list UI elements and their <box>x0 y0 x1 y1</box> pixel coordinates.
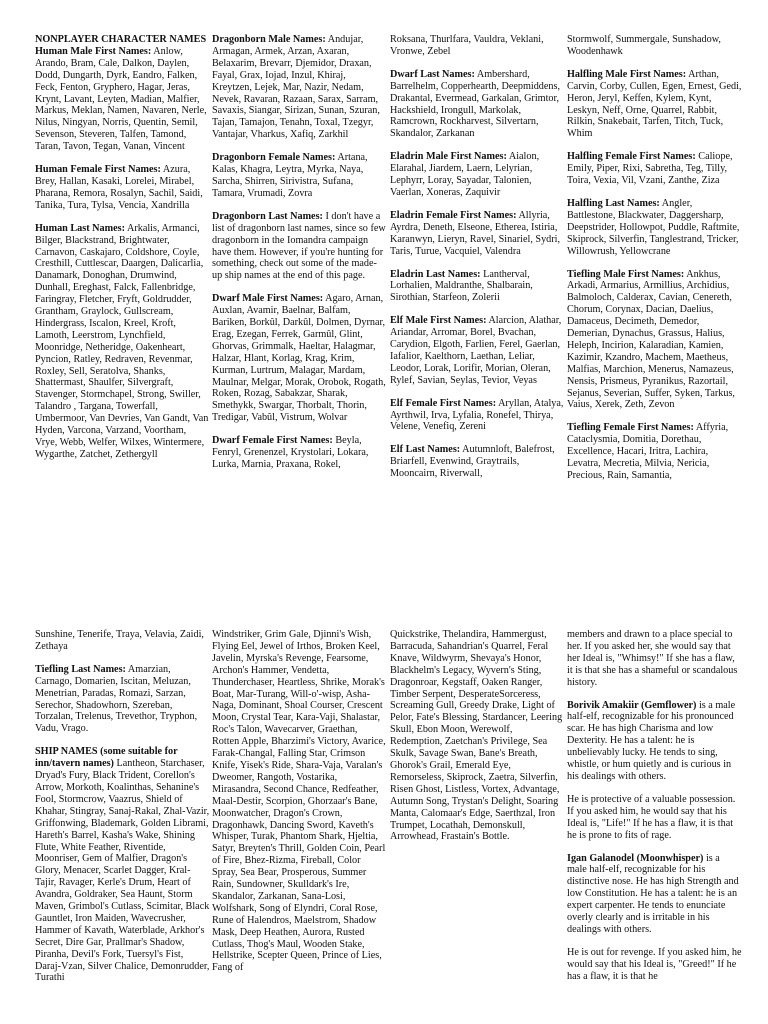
npc-igan-details: He is out for revenge. If you asked him, he would say that his Ideal is, "Greed!" If he has a flaw, it is that he <box>567 946 742 982</box>
continued-text: Sunshine, Tenerife, Traya, Velavia, Zaidi, Zethaya <box>35 629 204 652</box>
entry-halfling-male-first: Halfling Male First Names: Arthan, Carvin, Corby, Cullen, Egen, Ernest, Gedi, Heron, Jeryl, Keffen, Kylem, Kynt, Leskyn, Neff, Orne, Quarrel, Rabbit, Rilkin, Snakebait, Tarfen, Titch, Tuck, Whim <box>567 68 742 140</box>
top-column-3 <box>390 34 565 491</box>
entry-elf-female-first: Elf Female First Names: Aryllan, Atalya, Ayrthwil, Irva, Lyfalia, Ronefel, Thirya, Velene, Venefiq, Zereni <box>390 397 564 433</box>
entry-tiefling-last: Tiefling Last Names: Amarzian, Carnago, Domarien, Iscitan, Meluzan, Menetrian, Paradas, Romazi, Sarzan, Serechor, Shadowhorn, Szereban, Torzalan, Trelenus, Trevethor, Tryphon, Vadu, Vrago. <box>35 663 198 735</box>
top-column-4 <box>567 34 742 493</box>
entry-eladrin-male-first: Eladrin Male First Names: Aialon, Elarahal, Jiardem, Laern, Lelyrian, Lephyrr, Loray, Sayadar, Talonien, Vaerlan, Xoneras, Zaquivir <box>390 151 540 198</box>
entry-eladrin-female-first: Eladrin Female First Names: Allyria, Ayrdra, Deneth, Elseone, Etherea, Istiria, Karanwyn, Lieryn, Ravel, Sinariel, Sydri, Taris, Turue, Vacquiel, Valendra <box>390 209 561 257</box>
ship-names-continued: Quickstrike, Thelandira, Hammergust, Barracuda, Sahandrian's Quarrel, Feral Knave, Wildwyrm, Shevaya's Honor, Blackhelm's Legacy, Wyvern's Sting, Dragonroar, Kegstaff, Oaken Ranger, Timber Serpent, DesperateSorceress, Screaming Gull, Greedy Drake, Light of Pelor, Fate's Blessing, Stardancer, Leering Skull, Ebon Moon, Werewolf, Redemption, Zaetchan's Privilege, Sea Skulk, Savage Swan, Bane's Breath, Ghorok's Grail, Emerald Eye, Remorseless, Skiprock, Zaetra, Silverfin, Risen Ghost, Listless, Vortex, Advantage, Autumn Song, Trystan's Delight, Soaring Manta, Calomaar's Edge, Saerthzal, Iron Trumpet, Locathah, Demonskull, Arrowhead, Frastain's Bottle. <box>390 629 563 843</box>
top-column-2 <box>212 34 387 482</box>
entry-human-male-first: Human Male First Names: Anlow, Arando, Bram, Cale, Dalkon, Daylen, Dodd, Dungarth, Dyrk, Eandro, Falken, Feck, Fenton, Gryphero, Hagar, Jeras, Krynt, Lavant, Leyten, Madian, Malfier, Markus, Meklan, Namen, Navaren, Nerle, Nilus, Ningyan, Norris, Quentin, Semil, Sevenson, Steveren, Talfen, Tamond, Taran, Tavon, Tegan, Vanan, Vincent <box>35 45 207 153</box>
ship-names-continued: Windstriker, Grim Gale, Djinni's Wish, Flying Eel, Jewel of Irthos, Broken Keel, Javelin, Myrska's Revenge, Fearsome, Archon's Hammer, Vendetta, Thunderchaser, Heartless, Shrike, Morak's Boat, Mar-Turang, Will-o'-wisp, Asha-Naga, Dominant, Shoal Courser, Crescent Moon, Crystal Tear, Kara-Vaji, Shalastar, Roc's Talon, Wavecarver, Graethan, Rotten Apple, Bharzimi's Victory, Avarice, Farak-Changal, Falling Star, Crimson Knife, Yisek's Ride, Shara-Vaja, Varalan's Dweomer, Rangoth, Vostarika, Mirasandra, Second Chance, Redfeather, Maal-Destir, Scorpion, Ghorzaar's Bane, Moonwatcher, Dragon's Crown, Dragonhawk, Dancing Sword, Kaveth's Whisper, Turak, Phantom Shark, Hjeltia, Satyr, Breyten's Thrill, Golden Coin, Pearl of Fire, Bhez-Rizma, Fireball, Color Spray, Sea Bear, Prosperous, Summer Rain, Sundowner, Skulldark's Ire, Skandalor, Zarkanan, Sana-Losi, Wolfshark, Song of Elyndri, Coral Rose, Rune of Halendros, Maelstrom, Shadow Mask, Deep Heathen, Aurora, Rusted Cutlass, Thog's Maul, Wooden Stake, Hellstrike, Scepter Queen, Prince of Lies, Fang of <box>212 629 386 974</box>
entry-tiefling-male-first: Tiefling Male First Names: Ankhus, Arkadi, Armarius, Armillius, Archidius, Balmoloch, Calderax, Cavian, Cenereth, Chorum, Corynax, Dacian, Daelius, Damaceus, Decimeth, Demedor, Demerian, Dynachus, Grassus, Halius, Heleph, Incirion, Kalaradian, Kamien, Kazimir, Kzandro, Machem, Maetheus, Malfias, Marchion, Menerus, Namazeus, Nensis, Prismeus, Pyranikus, Razortail, Sejanus, Severian, Suffer, Syken, Tarkus, Vaius, Xerek, Zeth, Zevon <box>567 268 735 411</box>
entry-human-last: Human Last Names: Arkalis, Armanci, Bilger, Blackstrand, Brightwater, Carnavon, Caskajaro, Coldshore, Coyle, Cresthill, Cuttlescar, Daargen, Dalicarlia, Danamark, Donoghan, Drumwind, Dunhall, Ereghast, Falck, Fallenbridge, Faringray, Fletcher, Fryft, Goldrudder, Grantham, Graylock, Gullscream, Hindergrass, Iscalon, Kreel, Kroft, Lamoth, Leerstrom, Lynchfield, Moonridge, Netheridge, Oakenheart, Pyncion, Ratley, Redraven, Revenmar, Roxley, Sell, Seratolva, Shanks, Shattermast, Shaulfer, Silvergraft, Stavenger, Stormchapel, Strong, Swiller, Talandro , Targana, Towerfall, Umbermoor, Van Devries, Van Gandt, Van Hyden, Varcona, Varzand, Voortham, Vrye, Webb, Welfer, Wilxes, Wintermere, Wygarthe, Zatchet, Zethergyll <box>35 222 209 460</box>
entry-eladrin-last: Eladrin Last Names: Lantherval, Lorhalien, Maldranthe, Shalbarain, Sirothian, Starfeon, Zolerii <box>390 268 533 304</box>
bottom-column-2 <box>212 629 387 985</box>
entry-halfling-female-first: Halfling Female First Names: Caliope, Emily, Piper, Rixi, Sabretha, Teg, Tilly, Toira, Vexia, Vil, Vzani, Zanthe, Ziza <box>567 151 733 187</box>
top-page-section <box>0 34 768 594</box>
entry-dragonborn-female: Dragonborn Female Names: Artana, Kalas, Khagra, Leytra, Myrka, Naya, Sarcha, Shirren, Sirivistra, Sufana, Tamara, Vrumadi, Zovra <box>212 152 368 199</box>
entry-elf-male-first: Elf Male First Names: Alarcion, Alathar, Ariandar, Arromar, Borel, Bvachan, Carydion, Elgoth, Farlien, Ferel, Gaerlan, Iafalior, Kaelthorn, Laethan, Leliar, Leodor, Lorak, Lorifir, Morian, Oleran, Rylef, Savian, Seylas, Tevior, Veyas <box>390 315 562 386</box>
bottom-page-section <box>0 629 768 1024</box>
npc-borivik: Borivik Amakiir (Gemflower) is a male half-elf, recognizable for his pronounced scar. He has high Charisma and low Dexterity. He has a talent: he is unbelievably lucky. He tends to sing, whistle, or hum quietly and is curious in his dealings with others. <box>567 699 736 782</box>
bottom-column-4 <box>567 629 742 994</box>
continued-text: Stormwolf, Summergale, Sunshadow, Woodenhawk <box>567 34 721 57</box>
entry-human-female-first: Human Female First Names: Azura, Brey, Hallan, Kasaki, Lorelei, Mirabel, Pharana, Remora, Rosalyn, Sachil, Saidi, Tanika, Tura, Tylsa, Vencia, Xandrilla <box>35 164 203 211</box>
continued-text: Roksana, Thurlfara, Vauldra, Veklani, Vronwe, Zebel <box>390 34 544 57</box>
top-column-1 <box>35 34 210 472</box>
npc-igan: Igan Galanodel (Moonwhisper) is a male half-elf, recognizable for his distinctive nose. He has high Strength and low Constitution. He has a talent: he is an expert carpenter. He tends to enunciate overly clearly and is irritable in his dealings with others. <box>567 852 739 935</box>
page-title: NONPLAYER CHARACTER NAMES <box>35 34 207 45</box>
entry-halfling-last: Halfling Last Names: Angler, Battlestone, Blackwater, Daggersharp, Deepstrider, Hollowpot, Puddle, Raftmite, Skiprock, Silverfin, Tanglestrand, Tricker, Willowrush, Yellowcrane <box>567 197 740 257</box>
entry-dragonborn-male: Dragonborn Male Names: Andujar, Armagan, Armek, Arzan, Axaran, Belaxarim, Brevarr, Djemidor, Draxan, Fayal, Grax, Iojad, Inzul, Khiraj, Kreytzen, Lejek, Mar, Nazir, Nedam, Nevek, Ravaran, Razaan, Sarax, Sarram, Savaxis, Siangar, Sirizan, Sunan, Szuran, Tajan, Tamajon, Tenahn, Toxal, Tzegyr, Vantajar, Vharkus, Xafiq, Zarkhil <box>212 34 380 141</box>
entry-tiefling-female-first: Tiefling Female First Names: Affyria, Cataclysmia, Domitia, Dorethau, Excellence, Hacari, Iritra, Lachira, Levatra, Mecretia, Milvia, Nericia, Precious, Rain, Samantia, <box>567 422 729 481</box>
entry-elf-last: Elf Last Names: Autumnloft, Balefrost, Briarfell, Evenwind, Graytrails, Mooncairn, Riverwall, <box>390 444 555 480</box>
entry-dwarf-last: Dwarf Last Names: Ambershard, Barrelhelm, Copperhearth, Deepmiddens, Drakantal, Evermead, Garkalan, Grimtor, Hackshield, Irongull, Markolak, Ramcrown, Rockharvest, Silvertarn, Skandalor, Zarkanan <box>390 68 561 140</box>
entry-dragonborn-last: Dragonborn Last Names: I don't have a list of dragonborn last names, since so few dragonborn in the Iomandra campaign have them. However, if you're hunting for something, check out some of the made-up ship names at the end of this page. <box>212 210 386 282</box>
continued-text: members and drawn to a place special to her. If you asked her, she would say that her Ideal is, "Whimsy!" If she has a flaw, it is that she has a shameful or scandalous history. <box>567 629 738 688</box>
entry-dwarf-male-first: Dwarf Male First Names: Agaro, Arnan, Auxlan, Avamir, Baelnar, Balfam, Bariken, Borkûl, Darkûl, Dolmen, Dyrnar, Erag, Ezegan, Ferrek, Garmûl, Glint, Ghorvas, Grimmalk, Haeltar, Halagmar, Halzar, Hlant, Korlag, Krag, Krim, Kurman, Lurtrum, Malagar, Mardam, Maulnar, Melgar, Morak, Orobok, Rogath, Roken, Rozag, Sabakzar, Sharak, Smethykk, Swargar, Thorbalt, Thorin, Tredigar, Vabûl, Vistrum, Wolvar <box>212 293 386 424</box>
npc-borivik-details: He is protective of a valuable possession. If you asked him, he would say that his Ideal is, "Life!" If he has a flaw, it is that he is prone to fits of rage. <box>567 793 736 841</box>
bottom-column-1 <box>35 629 210 995</box>
entry-dwarf-female-first: Dwarf Female First Names: Beyla, Fenryl, Grenenzel, Krystolari, Lokara, Lurka, Marnia, Praxana, Rokel, <box>212 435 369 470</box>
entry-ship-names: SHIP NAMES (some suitable for inn/tavern names) Lantheon, Starchaser, Dryad's Fury, Black Trident, Corellon's Arrow, Morkoth, Koalinthas, Sehanine's Fool, Stormcrow, Vaazrus, Shield of Khahar, Stingray, Sanaj-Rakal, Zhal-Vazir, Griffonwing, Blademark, Golden Librami, Hareth's Barrel, Kasha's Wake, Shining Flute, White Feather, Riventide, Moonriser, Gem of Malfier, Dragon's Glory, Menacer, Scarlet Dagger, Kral-Tajir, Ravager, Kerle's Drum, Heart of Avandra, Goldraker, Sea Haunt, Storm Maven, Grimbol's Cutlass, Scimitar, Black Gauntlet, Iron Maiden, Wavecrusher, Hammer of Kavath, Waterblade, Arkhor's Secret, Dire Gar, Prallmar's Shadow, Piranha, Devil's Fork, Tuersyl's Fist, Daraj-Vzan, Silver Chalice, Demonrudder, Turathi <box>35 746 210 984</box>
bottom-column-3 <box>390 629 565 854</box>
